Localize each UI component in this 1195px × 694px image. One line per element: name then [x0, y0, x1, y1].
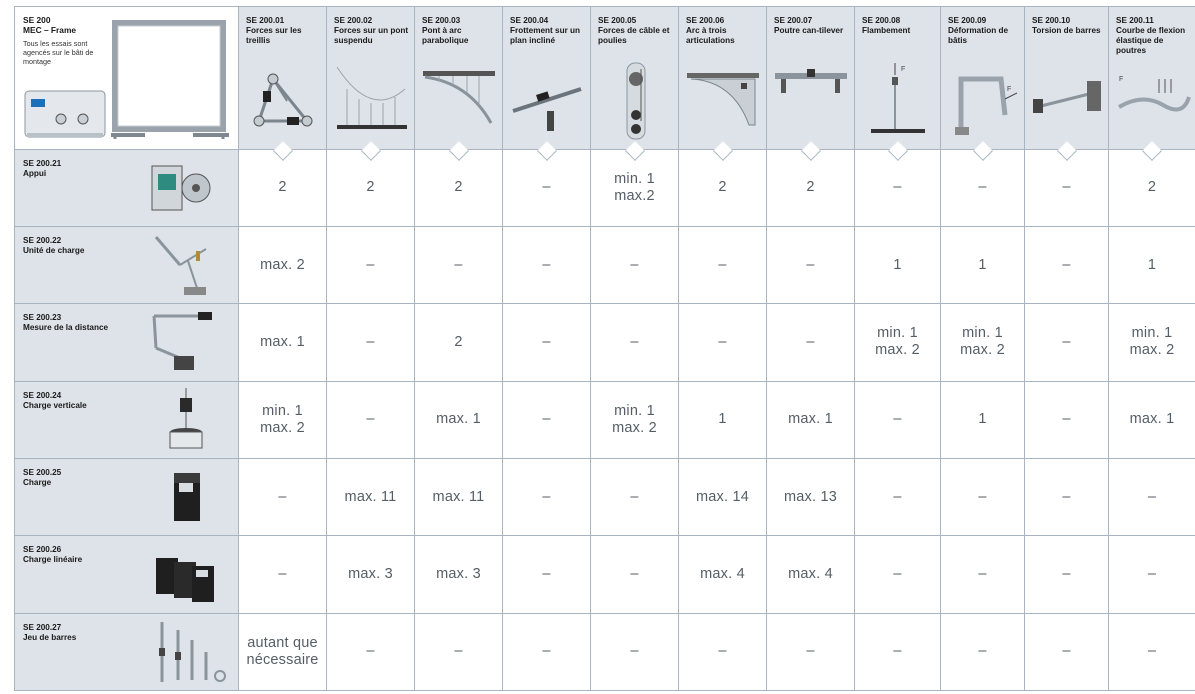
- cell-value: –: [806, 256, 815, 273]
- column-title: Courbe de flexion élastique de poutres: [1116, 26, 1186, 55]
- frame-title: MEC – Frame: [23, 25, 77, 35]
- table-cell: [767, 613, 855, 690]
- table-row: [15, 304, 1195, 381]
- table-cell: [1025, 536, 1109, 613]
- cell-value: 1: [718, 411, 727, 428]
- vertical-load-icon: [136, 386, 232, 454]
- cell-value: –: [630, 256, 639, 273]
- table-cell: [239, 613, 327, 690]
- cell-value: –: [718, 256, 727, 273]
- svg-text:F: F: [901, 65, 906, 73]
- table-cell: [1109, 613, 1195, 690]
- row-header-se-200.27: [15, 613, 239, 690]
- cell-value: min. 1 max. 2: [612, 402, 657, 436]
- cell-value: –: [630, 643, 639, 660]
- table-cell: [327, 226, 415, 303]
- truss-icon: [243, 59, 322, 143]
- table-cell: [679, 536, 767, 613]
- column-code: SE 200.10: [1032, 16, 1071, 25]
- control-unit-icon: [23, 85, 107, 143]
- cell-value: –: [1062, 333, 1071, 350]
- cell-value: –: [630, 488, 639, 505]
- row-header-se-200.23: [15, 304, 239, 381]
- column-title: Forces de câble et poulies: [598, 26, 670, 45]
- bar-set-icon: [136, 618, 232, 686]
- cell-value: –: [542, 488, 551, 505]
- table-cell: [1109, 304, 1195, 381]
- column-header-se-200.01: [239, 7, 327, 150]
- table-cell: [415, 536, 503, 613]
- cell-value: min. 1 max. 2: [1129, 325, 1175, 359]
- table-cell: [415, 304, 503, 381]
- column-code: SE 200.02: [334, 16, 373, 25]
- table-cell: [503, 458, 591, 535]
- cell-value: max. 11: [344, 488, 397, 505]
- table-cell: [1025, 613, 1109, 690]
- load-icon: [136, 463, 232, 531]
- table-cell: [327, 536, 415, 613]
- cell-value: max. 4: [788, 565, 833, 582]
- table-cell: [1025, 381, 1109, 458]
- cell-value: 2: [366, 179, 375, 196]
- cell-value: –: [806, 643, 815, 660]
- table-cell: [679, 226, 767, 303]
- column-code: SE 200.05: [598, 16, 637, 25]
- column-header-se-200.04: [503, 7, 591, 150]
- cell-value: –: [278, 565, 287, 582]
- cell-value: –: [893, 488, 902, 505]
- row-title: Charge verticale: [23, 400, 87, 410]
- row-code: SE 200.21: [23, 158, 62, 168]
- row-title: Unité de charge: [23, 245, 85, 255]
- cell-value: –: [454, 643, 463, 660]
- cell-value: autant que nécessaire: [246, 634, 319, 668]
- column-title: Arc à trois articulations: [686, 26, 735, 45]
- table-cell: [239, 381, 327, 458]
- cell-value: –: [978, 643, 987, 660]
- table-cell: [591, 536, 679, 613]
- table-cell: [941, 458, 1025, 535]
- column-code: SE 200.07: [774, 16, 813, 25]
- table-cell: [591, 304, 679, 381]
- cell-value: 2: [718, 179, 727, 196]
- column-title: Forces sur les treillis: [246, 26, 302, 45]
- table-row: [15, 226, 1195, 303]
- cell-value: min. 1 max. 2: [875, 325, 920, 359]
- cell-value: –: [1062, 411, 1071, 428]
- table-cell: [239, 536, 327, 613]
- cell-value: –: [893, 565, 902, 582]
- frame-code: SE 200: [23, 15, 51, 25]
- cell-value: –: [630, 333, 639, 350]
- column-code: SE 200.03: [422, 16, 461, 25]
- cell-value: max. 4: [700, 565, 745, 582]
- frame-subtitle: Tous les essais sont agencés sur le bâti de montage: [23, 39, 94, 66]
- column-header-se-200.11: [1109, 7, 1195, 150]
- cell-value: 1: [978, 256, 987, 273]
- linear-load-icon: [136, 540, 232, 608]
- cell-value: –: [542, 643, 551, 660]
- row-title: Charge linéaire: [23, 555, 83, 565]
- column-code: SE 200.08: [862, 16, 901, 25]
- cell-value: 1: [978, 411, 987, 428]
- table-cell: [855, 381, 941, 458]
- table-cell: [1109, 458, 1195, 535]
- table-cell: [503, 304, 591, 381]
- cell-value: –: [542, 333, 551, 350]
- support-icon: [136, 154, 232, 222]
- cell-value: –: [630, 565, 639, 582]
- cell-value: –: [1147, 488, 1157, 505]
- cell-value: –: [454, 256, 463, 273]
- column-title: Forces sur un pont suspendu: [334, 26, 409, 45]
- buckling-icon: [859, 59, 936, 143]
- column-code: SE 200.11: [1116, 16, 1154, 25]
- table-row: [15, 149, 1195, 226]
- column-title: Pont à arc parabolique: [422, 26, 469, 45]
- table-cell: [327, 381, 415, 458]
- table-cell: [591, 381, 679, 458]
- table-cell: [941, 304, 1025, 381]
- table-cell: [941, 381, 1025, 458]
- table-row: [15, 613, 1195, 690]
- table-cell: [855, 536, 941, 613]
- cell-value: –: [366, 411, 375, 428]
- cell-value: 2: [806, 179, 815, 196]
- row-header-se-200.25: [15, 458, 239, 535]
- column-title: Torsion de barres: [1032, 26, 1101, 35]
- torsion-bar-icon: [1029, 59, 1104, 143]
- column-title: Déformation de bâtis: [948, 26, 1009, 45]
- cell-value: –: [1062, 179, 1071, 196]
- table-row: [15, 536, 1195, 613]
- row-code: SE 200.24: [23, 390, 62, 400]
- column-header-se-200.10: [1025, 7, 1109, 150]
- cell-value: max. 13: [784, 488, 837, 505]
- column-header-se-200.06: [679, 7, 767, 150]
- column-code: SE 200.01: [246, 16, 285, 25]
- cell-value: max. 3: [436, 565, 481, 582]
- table-cell: [591, 613, 679, 690]
- table-cell: [503, 226, 591, 303]
- table-cell: [679, 458, 767, 535]
- cell-value: –: [542, 565, 551, 582]
- table-cell: [591, 226, 679, 303]
- table-row: [15, 458, 1195, 535]
- cell-value: max. 11: [432, 488, 485, 505]
- table-cell: [767, 458, 855, 535]
- table-cell: [1109, 381, 1195, 458]
- column-header-se-200.02: [327, 7, 415, 150]
- row-header-se-200.26: [15, 536, 239, 613]
- cell-value: –: [978, 488, 987, 505]
- cell-value: min. 1 max.2: [614, 170, 655, 204]
- table-cell: [239, 458, 327, 535]
- cell-value: max. 2: [260, 256, 305, 273]
- table-cell: [415, 458, 503, 535]
- table-cell: [503, 536, 591, 613]
- cell-value: –: [366, 256, 375, 273]
- cell-value: 2: [454, 333, 463, 350]
- cell-value: –: [1062, 643, 1071, 660]
- cell-value: –: [1147, 643, 1157, 660]
- svg-text:F: F: [1119, 75, 1124, 83]
- distance-gauge-icon: [136, 308, 232, 376]
- row-title: Charge: [23, 477, 52, 487]
- table-cell: [415, 226, 503, 303]
- inclined-plane-icon: [507, 59, 586, 143]
- cell-value: –: [893, 411, 902, 428]
- row-header-se-200.22: [15, 226, 239, 303]
- row-header-se-200.24: [15, 381, 239, 458]
- column-code: SE 200.04: [510, 16, 549, 25]
- cell-value: –: [893, 179, 902, 196]
- frame-deformation-icon: [945, 59, 1020, 143]
- table-row: [15, 381, 1195, 458]
- cantilever-beam-icon: [771, 59, 850, 143]
- svg-text:F: F: [1007, 85, 1012, 93]
- table-cell: [767, 226, 855, 303]
- compatibility-table: [14, 6, 1195, 691]
- table-cell: [1109, 536, 1195, 613]
- table-cell: [767, 304, 855, 381]
- cell-value: max. 1: [1129, 411, 1175, 428]
- table-cell: [941, 613, 1025, 690]
- table-cell: [327, 613, 415, 690]
- frame-header-cell: [15, 7, 239, 150]
- table-cell: [679, 613, 767, 690]
- table-cell: [767, 381, 855, 458]
- column-header-se-200.05: [591, 7, 679, 150]
- cell-value: 2: [278, 179, 287, 196]
- cell-value: 2: [1147, 179, 1157, 196]
- table-cell: [1109, 226, 1195, 303]
- table-cell: [941, 226, 1025, 303]
- row-title: Appui: [23, 168, 47, 178]
- suspension-bridge-icon: [331, 59, 410, 143]
- table-cell: [679, 304, 767, 381]
- row-code: SE 200.27: [23, 622, 62, 632]
- column-header-se-200.03: [415, 7, 503, 150]
- table-cell: [239, 226, 327, 303]
- table-cell: [1025, 458, 1109, 535]
- cell-value: 2: [454, 179, 463, 196]
- table-cell: [855, 613, 941, 690]
- load-unit-icon: [136, 231, 232, 299]
- table-cell: [503, 613, 591, 690]
- cell-value: –: [978, 179, 987, 196]
- cell-value: –: [1062, 488, 1071, 505]
- cell-value: max. 1: [436, 411, 481, 428]
- cell-value: –: [542, 411, 551, 428]
- column-header-se-200.07: [767, 7, 855, 150]
- cell-value: –: [978, 565, 987, 582]
- cell-value: –: [718, 333, 727, 350]
- cell-value: 1: [1147, 256, 1157, 273]
- table-cell: [855, 458, 941, 535]
- column-title: Flambement: [862, 26, 911, 35]
- row-code: SE 200.25: [23, 467, 62, 477]
- row-code: SE 200.23: [23, 313, 62, 323]
- frame-icon: [105, 15, 233, 143]
- cell-value: –: [1062, 565, 1071, 582]
- beam-deflection-icon: [1113, 59, 1191, 143]
- cell-value: min. 1 max. 2: [960, 325, 1005, 359]
- table-cell: [1025, 226, 1109, 303]
- cell-value: min. 1 max. 2: [260, 402, 305, 436]
- row-header-se-200.21: [15, 149, 239, 226]
- table-cell: [767, 536, 855, 613]
- three-hinged-arch-icon: [683, 59, 762, 143]
- table-cell: [941, 536, 1025, 613]
- cell-value: 1: [893, 256, 902, 273]
- row-code: SE 200.22: [23, 235, 62, 245]
- cell-value: –: [1147, 565, 1157, 582]
- column-title: Poutre can-tilever: [774, 26, 844, 35]
- column-code: SE 200.06: [686, 16, 725, 25]
- cell-value: –: [278, 488, 287, 505]
- cell-value: max. 14: [696, 488, 749, 505]
- table-cell: [1025, 304, 1109, 381]
- table-cell: [679, 381, 767, 458]
- row-title: Jeu de barres: [23, 632, 77, 642]
- column-title: Frottement sur un plan incliné: [510, 26, 581, 45]
- cell-value: –: [893, 643, 902, 660]
- cell-value: max. 3: [348, 565, 393, 582]
- table-cell: [327, 304, 415, 381]
- cell-value: –: [366, 643, 375, 660]
- cell-value: –: [366, 333, 375, 350]
- cell-value: –: [718, 643, 727, 660]
- arch-bridge-icon: [419, 59, 498, 143]
- table-cell: [415, 613, 503, 690]
- table-cell: [327, 458, 415, 535]
- table-cell: [855, 304, 941, 381]
- cell-value: max. 1: [260, 333, 305, 350]
- row-code: SE 200.26: [23, 545, 62, 555]
- row-title: Mesure de la distance: [23, 323, 109, 333]
- cell-value: –: [542, 179, 551, 196]
- table-cell: [415, 381, 503, 458]
- table-cell: [855, 226, 941, 303]
- cell-value: –: [1062, 256, 1071, 273]
- cell-value: –: [542, 256, 551, 273]
- pulley-icon: [595, 59, 674, 143]
- column-header-se-200.08: [855, 7, 941, 150]
- table-cell: [239, 304, 327, 381]
- cell-value: –: [806, 333, 815, 350]
- table-cell: [591, 458, 679, 535]
- column-code: SE 200.09: [948, 16, 987, 25]
- table-cell: [503, 381, 591, 458]
- cell-value: max. 1: [788, 411, 833, 428]
- column-header-se-200.09: [941, 7, 1025, 150]
